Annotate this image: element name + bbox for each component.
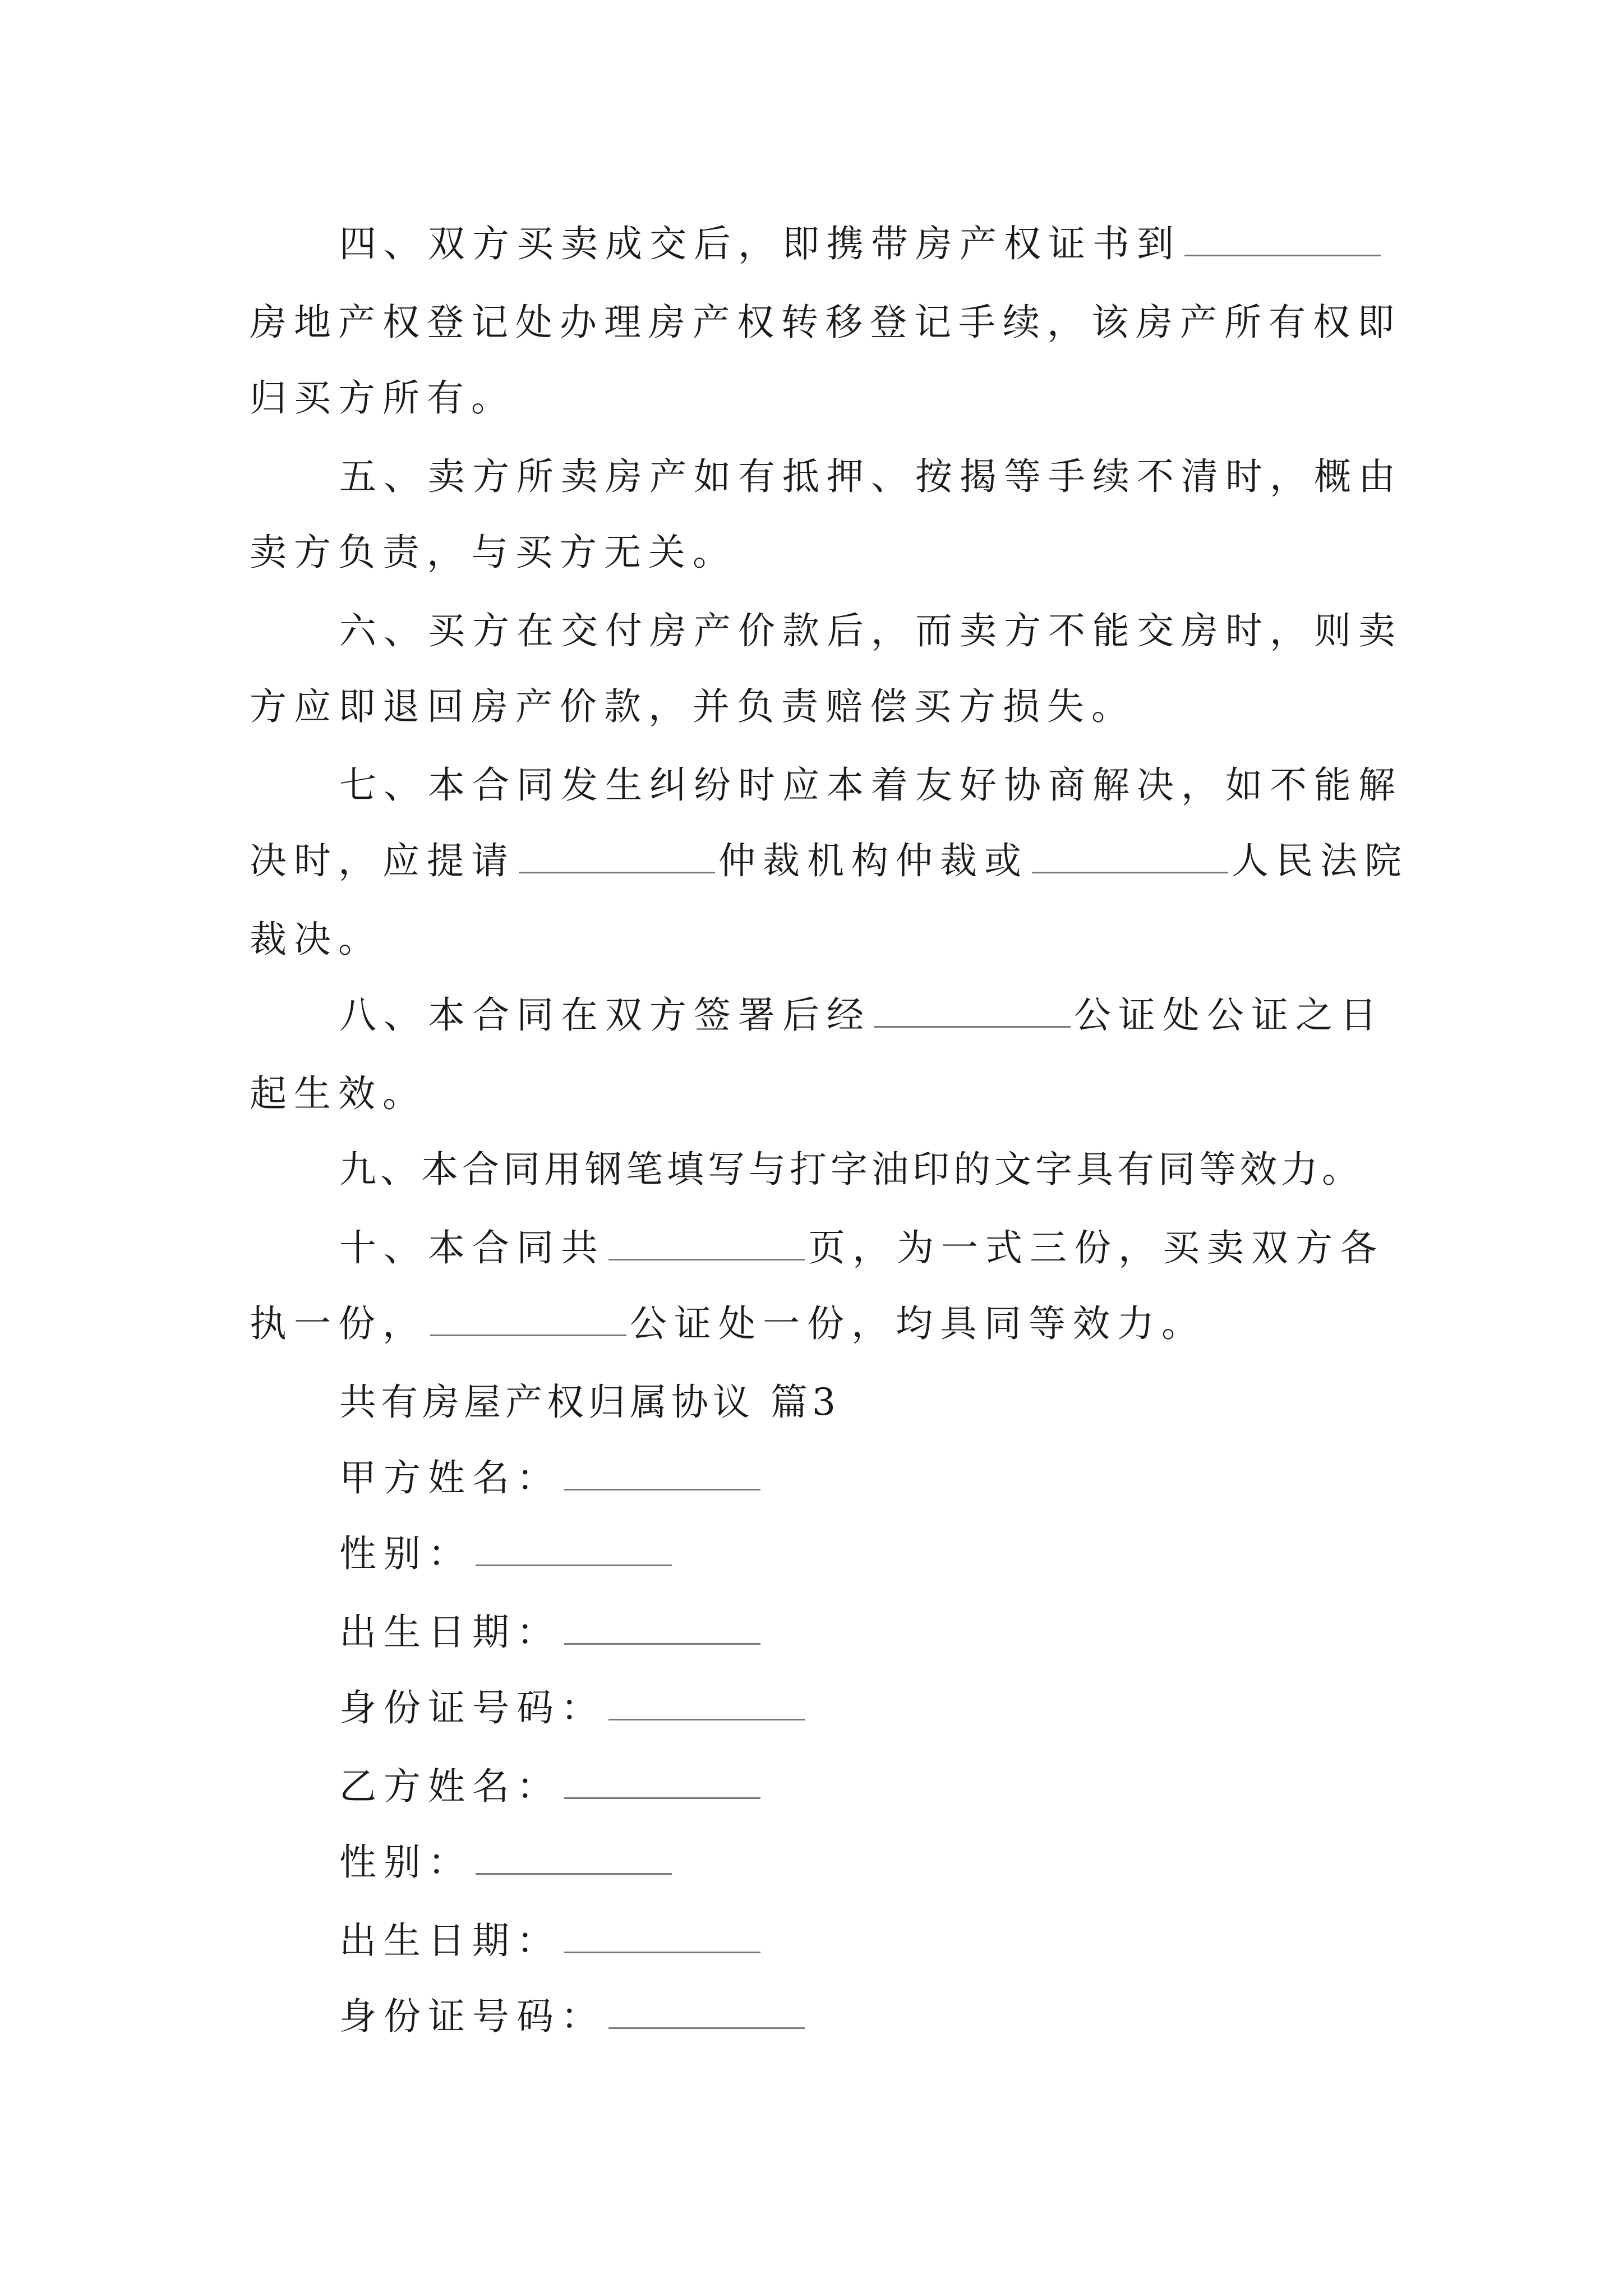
notary-office-blank[interactable] bbox=[874, 995, 1071, 1028]
clause-7-text-a: 决时，应提请 bbox=[250, 839, 515, 882]
section-3-title: 共有房屋产权归属协议 篇3 bbox=[339, 1381, 840, 1424]
clause-8-text-a: 八、本合同在双方签署后经 bbox=[339, 993, 871, 1037]
arbitration-body-blank[interactable] bbox=[519, 840, 715, 873]
clause-7-line-2 bbox=[250, 833, 1409, 889]
clause-10-line-2 bbox=[250, 1296, 1206, 1352]
party-b-gender-blank[interactable] bbox=[476, 1842, 672, 1875]
party-b-gender-row bbox=[339, 1834, 675, 1890]
clause-4-line-1 bbox=[339, 216, 1381, 272]
party-a-name-row bbox=[339, 1450, 764, 1506]
party-a-name-label: 甲方姓名： bbox=[339, 1456, 561, 1499]
party-a-id-blank[interactable] bbox=[608, 1687, 805, 1720]
clause-8-line-1 bbox=[339, 987, 1384, 1043]
clause-6-line-1: 六、买方在交付房产价款后，而卖方不能交房时，则卖 bbox=[339, 609, 1403, 652]
clause-9-line-1: 九、本合同用钢笔填写与打字油印的文字具有同等效力。 bbox=[339, 1148, 1363, 1191]
party-b-id-blank[interactable] bbox=[608, 1996, 805, 2029]
party-a-id-row bbox=[339, 1680, 808, 1736]
clause-5-line-1: 五、卖方所卖房产如有抵押、按揭等手续不清时，概由 bbox=[339, 455, 1403, 498]
party-a-birth-blank[interactable] bbox=[564, 1612, 760, 1645]
party-b-name-blank[interactable] bbox=[564, 1766, 760, 1799]
page-count-blank[interactable] bbox=[608, 1227, 805, 1260]
clause-8-line-2: 起生效。 bbox=[250, 1072, 427, 1115]
clause-10-text-d: 公证处一份，均具同等效力。 bbox=[630, 1302, 1206, 1345]
party-a-name-blank[interactable] bbox=[564, 1457, 760, 1490]
clause-7-text-c: 人民法院 bbox=[1232, 839, 1409, 882]
party-a-birth-label: 出生日期： bbox=[339, 1611, 561, 1654]
clause-10-line-1 bbox=[339, 1220, 1384, 1276]
party-a-gender-row bbox=[339, 1526, 675, 1582]
clause-7-line-3: 裁决。 bbox=[250, 918, 382, 961]
party-b-birth-blank[interactable] bbox=[564, 1920, 760, 1953]
notary-copy-blank[interactable] bbox=[430, 1303, 626, 1336]
party-a-birth-row bbox=[339, 1604, 764, 1660]
party-b-birth-label: 出生日期： bbox=[339, 1919, 561, 1962]
party-b-id-label: 身份证号码： bbox=[339, 1995, 605, 2038]
party-a-gender-label: 性别： bbox=[339, 1532, 472, 1575]
party-b-id-row bbox=[339, 1989, 808, 2045]
clause-5-line-2: 卖方负责，与买方无关。 bbox=[250, 531, 737, 574]
clause-10-text-b: 页，为一式三份，买卖双方各 bbox=[808, 1226, 1384, 1269]
party-a-gender-blank[interactable] bbox=[476, 1533, 672, 1566]
clause-7-text-b: 仲裁机构仲裁或 bbox=[718, 839, 1029, 882]
court-blank[interactable] bbox=[1032, 840, 1228, 873]
party-b-name-row bbox=[339, 1759, 764, 1815]
party-b-birth-row bbox=[339, 1913, 764, 1969]
party-b-name-label: 乙方姓名： bbox=[339, 1765, 561, 1808]
clause-10-text-a: 十、本合同共 bbox=[339, 1226, 605, 1269]
clause-4-line-2: 房地产权登记处办理房产权转移登记手续，该房产所有权即 bbox=[250, 301, 1401, 344]
clause-7-line-1: 七、本合同发生纠纷时应本着友好协商解决，如不能解 bbox=[339, 763, 1403, 807]
party-b-gender-label: 性别： bbox=[339, 1841, 472, 1884]
clause-10-text-c: 执一份， bbox=[250, 1302, 427, 1345]
party-a-id-label: 身份证号码： bbox=[339, 1686, 605, 1729]
registration-office-blank[interactable] bbox=[1184, 223, 1381, 256]
clause-4-text-a: 四、双方买卖成交后，即携带房产权证书到 bbox=[339, 222, 1181, 265]
clause-8-text-b: 公证处公证之日 bbox=[1074, 993, 1384, 1037]
clause-4-line-3: 归买方所有。 bbox=[250, 376, 515, 420]
clause-6-line-2: 方应即退回房产价款，并负责赔偿买方损失。 bbox=[250, 685, 1136, 728]
